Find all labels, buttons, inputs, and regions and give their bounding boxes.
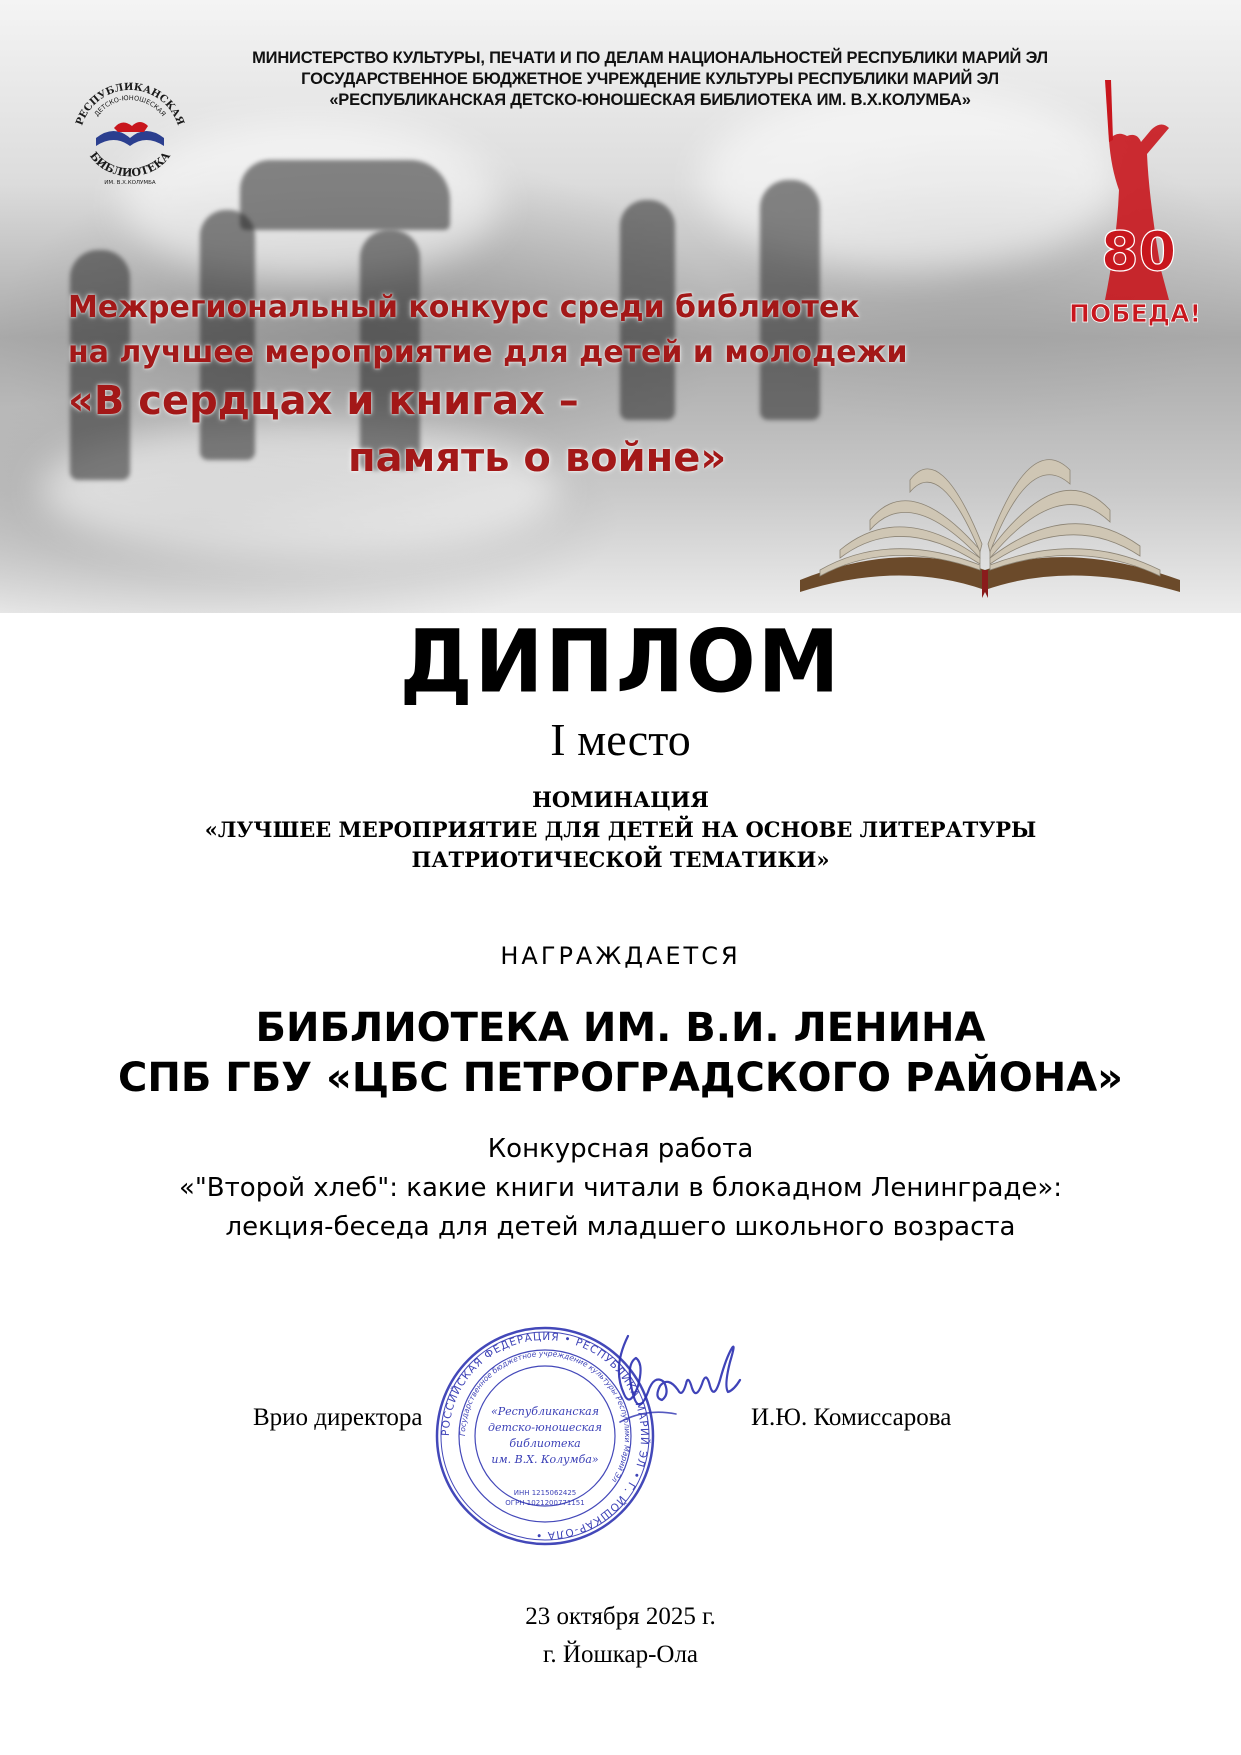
ministry-header	[150, 48, 1150, 111]
nomination-line: ПАТРИОТИЧЕСКОЙ ТЕМАТИКИ»	[411, 847, 830, 872]
nomination-line: «ЛУЧШЕЕ МЕРОПРИЯТИЕ ДЛЯ ДЕТЕЙ НА ОСНОВЕ ЛИТЕРАТУРЫ	[204, 817, 1037, 842]
contest-line: память о войне»	[348, 435, 727, 481]
work-line: Конкурсная работа	[487, 1134, 754, 1164]
stamp-center-line: детско-юношеская	[487, 1421, 603, 1434]
logo-arc-text: БИБЛИОТЕКА	[87, 149, 173, 180]
emblem-number: 80	[1101, 220, 1177, 283]
header-banner	[0, 0, 1241, 613]
work-line: «"Второй хлеб": какие книги читали в блокадном Ленинграде»:	[178, 1173, 1063, 1203]
awarded-label: НАГРАЖДАЕТСЯ	[500, 942, 741, 970]
tank-silhouette	[240, 160, 450, 230]
svg-text:РЕСПУБЛИКАНСКАЯ	[74, 82, 185, 127]
stamp-inner-text: Государственное бюджетное учреждение культуры Республики Марий Эл	[457, 1348, 633, 1485]
place-label: I место	[550, 714, 691, 765]
nomination-block	[0, 785, 1241, 875]
stamp-outer-text: РОССИЙСКАЯ ФЕДЕРАЦИЯ • РЕСПУБЛИКА МАРИЙ ЭЛ • Г. ЙОШКАР-ОЛА •	[439, 1330, 651, 1542]
logo-arc-text: РЕСПУБЛИКАНСКАЯ	[74, 81, 186, 127]
nomination-line: НОМИНАЦИЯ	[532, 787, 709, 812]
logo-arc-text: ДЕТСКО-ЮНОШЕСКАЯ	[92, 93, 168, 119]
competition-work-block	[0, 1130, 1241, 1247]
signatory-name: И.Ю. Комиссарова	[751, 1404, 952, 1431]
stamp-inn: ИНН 1215062425	[513, 1489, 577, 1497]
bookmark-ribbon	[982, 570, 988, 598]
open-book-icon	[96, 131, 164, 146]
ministry-line: МИНИСТЕРСТВО КУЛЬТУРЫ, ПЕЧАТИ И ПО ДЕЛАМ НАЦИОНАЛЬНОСТЕЙ РЕСПУБЛИКИ МАРИЙ ЭЛ	[252, 49, 1048, 67]
ministry-line: «РЕСПУБЛИКАНСКАЯ ДЕТСКО-ЮНОШЕСКАЯ БИБЛИОТЕКА ИМ. В.Х.КОЛУМБА»	[329, 91, 971, 109]
diploma-title: ДИПЛОМ	[399, 612, 842, 713]
ministry-line: ГОСУДАРСТВЕННОЕ БЮДЖЕТНОЕ УЧРЕЖДЕНИЕ КУЛЬТУРЫ РЕСПУБЛИКИ МАРИЙ ЭЛ	[301, 70, 999, 88]
contest-line: Межрегиональный конкурс среди библиотек	[68, 290, 860, 325]
logo-small-text: ИМ. В.Х.КОЛУМБА	[104, 180, 156, 186]
stamp-ogrn: ОГРН 1021200771151	[505, 1499, 585, 1507]
issue-date: 23 октября 2025 г.	[525, 1603, 716, 1630]
contest-line: «В сердцах и книгах –	[68, 378, 579, 424]
work-line: лекция-беседа для детей младшего школьного возраста	[225, 1212, 1016, 1242]
victory-emblem	[1065, 70, 1205, 340]
recipient-block	[0, 1003, 1241, 1103]
open-book-illustration	[780, 420, 1200, 600]
stamp-center-line: им. В.Х. Колумба»	[491, 1453, 599, 1466]
sword-icon	[1105, 80, 1113, 142]
stamp-center-line: «Республиканская	[490, 1405, 600, 1418]
signatory-position: Врио директора	[253, 1404, 423, 1431]
issue-city: г. Йошкар-Ола	[542, 1641, 699, 1668]
open-book-icon	[114, 122, 148, 132]
contest-line: на лучшее мероприятие для детей и молодежи	[68, 335, 908, 370]
library-logo	[66, 80, 194, 188]
stamp-center-line: библиотека	[509, 1437, 581, 1450]
recipient-line: БИБЛИОТЕКА ИМ. В.И. ЛЕНИНА	[255, 1005, 986, 1051]
emblem-word: ПОБЕДА!	[1069, 299, 1201, 328]
svg-text:БИБЛИОТЕКА	[87, 149, 173, 179]
recipient-line: СПБ ГБУ «ЦБС ПЕТРОГРАДСКОГО РАЙОНА»	[118, 1055, 1123, 1101]
handwritten-signature	[606, 1328, 756, 1438]
